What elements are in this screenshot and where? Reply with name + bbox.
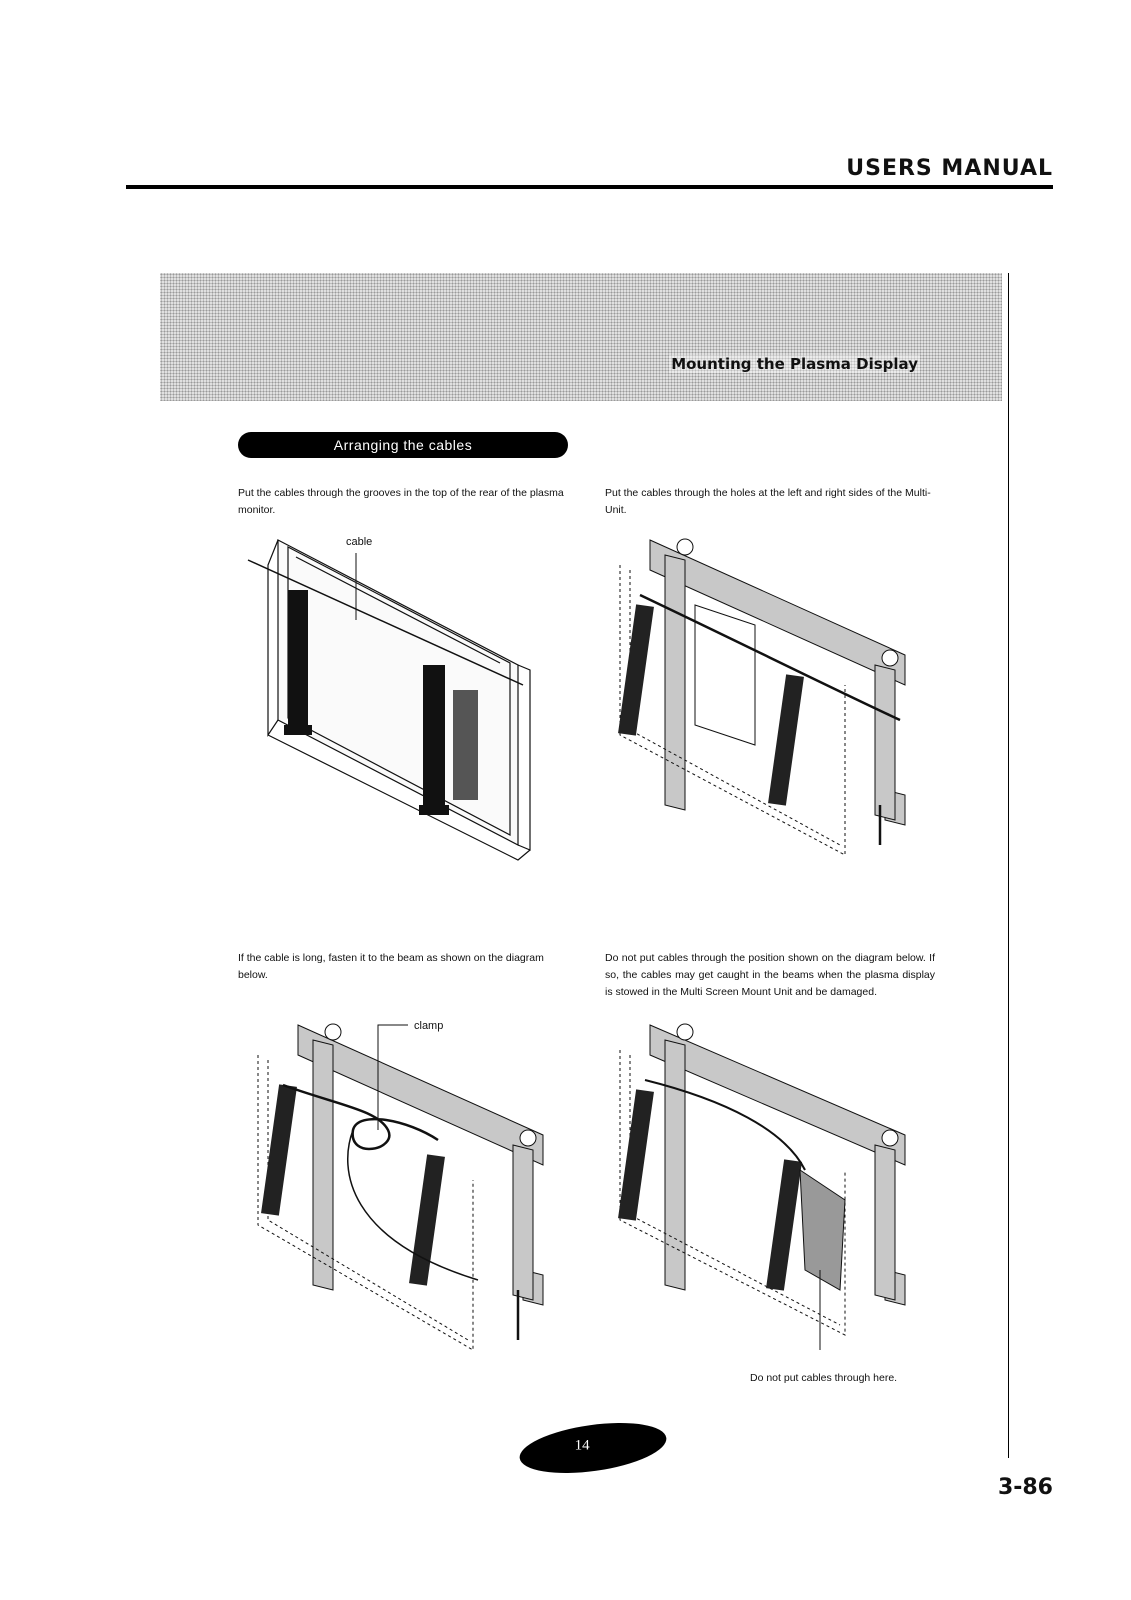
figure-multi-unit-wrong [605, 1020, 935, 1355]
instruction-grooves: Put the cables through the grooves in the top of the rear of the plasma monitor. [238, 487, 564, 516]
instruction-warning: Do not put cables through the position shown on the diagram below. If so, the cables may get caught in the beams when the plasma display is stowed in the Multi Screen Mount Unit and be damaged. [605, 952, 935, 998]
figure-multi-unit-clamp [238, 1020, 568, 1365]
figure-monitor-rear [238, 535, 568, 865]
manual-title: USERS MANUAL [846, 156, 1053, 181]
figure-label-cable: cable [346, 536, 373, 548]
figure-caption-warning: Do not put cables through here. [750, 1372, 898, 1384]
side-rule [1008, 273, 1009, 1458]
instruction-holes: Put the cables through the holes at the left and right sides of the Multi-Unit. [605, 487, 931, 516]
section-heading: Arranging the cables [238, 432, 568, 458]
header-rule [126, 185, 1053, 189]
figure-label-clamp: clamp [414, 1020, 444, 1032]
instruction-long-cable: If the cable is long, fasten it to the beam as shown on the diagram below. [238, 952, 544, 981]
page-oval-number: 14 [574, 1437, 590, 1454]
banner-title: Mounting the Plasma Display [671, 355, 918, 373]
figure-multi-unit-holes [605, 535, 935, 875]
section-banner [160, 273, 1002, 401]
page-number: 3-86 [997, 1475, 1053, 1500]
page-oval [517, 1415, 670, 1481]
